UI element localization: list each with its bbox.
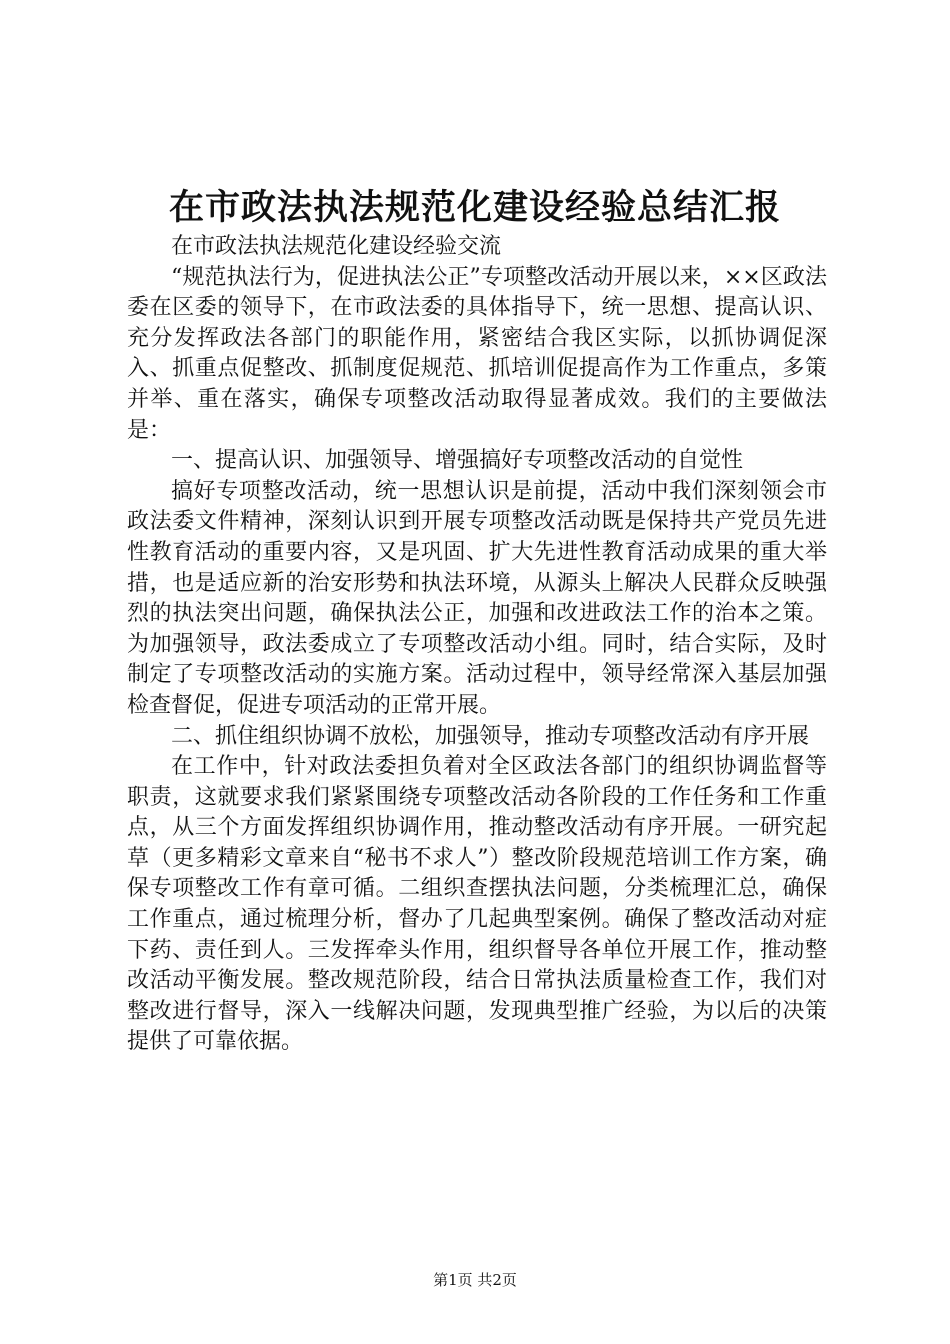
intro-paragraph: “规范执法行为，促进执法公正”专项整改活动开展以来，××区政法委在区委的领导下，在市政法委的具体指导下，统一思想、提高认识、充分发挥政法各部门的职能作用，紧密结合我区实际，以抓协调促深入、抓重点促整改、抓制度促规范、抓培训促提高作为工作重点，多策并举、重在落实，确保专项整改活动取得显著成效。我们的主要做法是： xyxy=(127,264,827,443)
section-1-paragraph: 搞好专项整改活动，统一思想认识是前提，活动中我们深刻领会市政法委文件精神，深刻认识到开展专项整改活动既是保持共产党员先进性教育活动的重要内容，又是巩固、扩大先进性教育活动成果的重大举措，也是适应新的治安形势和执法环境，从源头上解决人民群众反映强烈的执法突出问题，确保执法公正，加强和改进政法工作的治本之策。为加强领导，政法委成立了专项整改活动小组。同时，结合实际，及时制定了专项整改活动的实施方案。活动过程中，领导经常深入基层加强检查督促，促进专项活动的正常开展。 xyxy=(127,478,827,718)
section-heading-2: 二、抓住组织协调不放松，加强领导，推动专项整改活动有序开展 xyxy=(171,723,810,749)
section-2-paragraph: 在工作中，针对政法委担负着对全区政法各部门的组织协调监督等职责，这就要求我们紧紧围绕专项整改活动各阶段的工作任务和工作重点，从三个方面发挥组织协调作用，推动整改活动有序开展。一研究起草（更多精彩文章来自“秘书不求人”）整改阶段规范培训工作方案，确保专项整改工作有章可循。二组织查摆执法问题，分类梳理汇总，确保工作重点，通过梳理分析，督办了几起典型案例。确保了整改活动对症下药、责任到人。三发挥牵头作用，组织督导各单位开展工作，推动整改活动平衡发展。整改规范阶段，结合日常执法质量检查工作，我们对整改进行督导，深入一线解决问题，发现典型推广经验，为以后的决策提供了可靠依据。 xyxy=(127,754,827,1055)
page-number-footer: 第1页 共2页 xyxy=(433,1271,517,1289)
subtitle-paragraph: 在市政法执法规范化建设经验交流 xyxy=(171,234,502,259)
document-body xyxy=(127,232,827,1058)
document-title: 在市政法执法规范化建设经验总结汇报 xyxy=(168,187,781,228)
section-heading-1: 一、提高认识、加强领导、增强搞好专项整改活动的自觉性 xyxy=(171,448,744,474)
